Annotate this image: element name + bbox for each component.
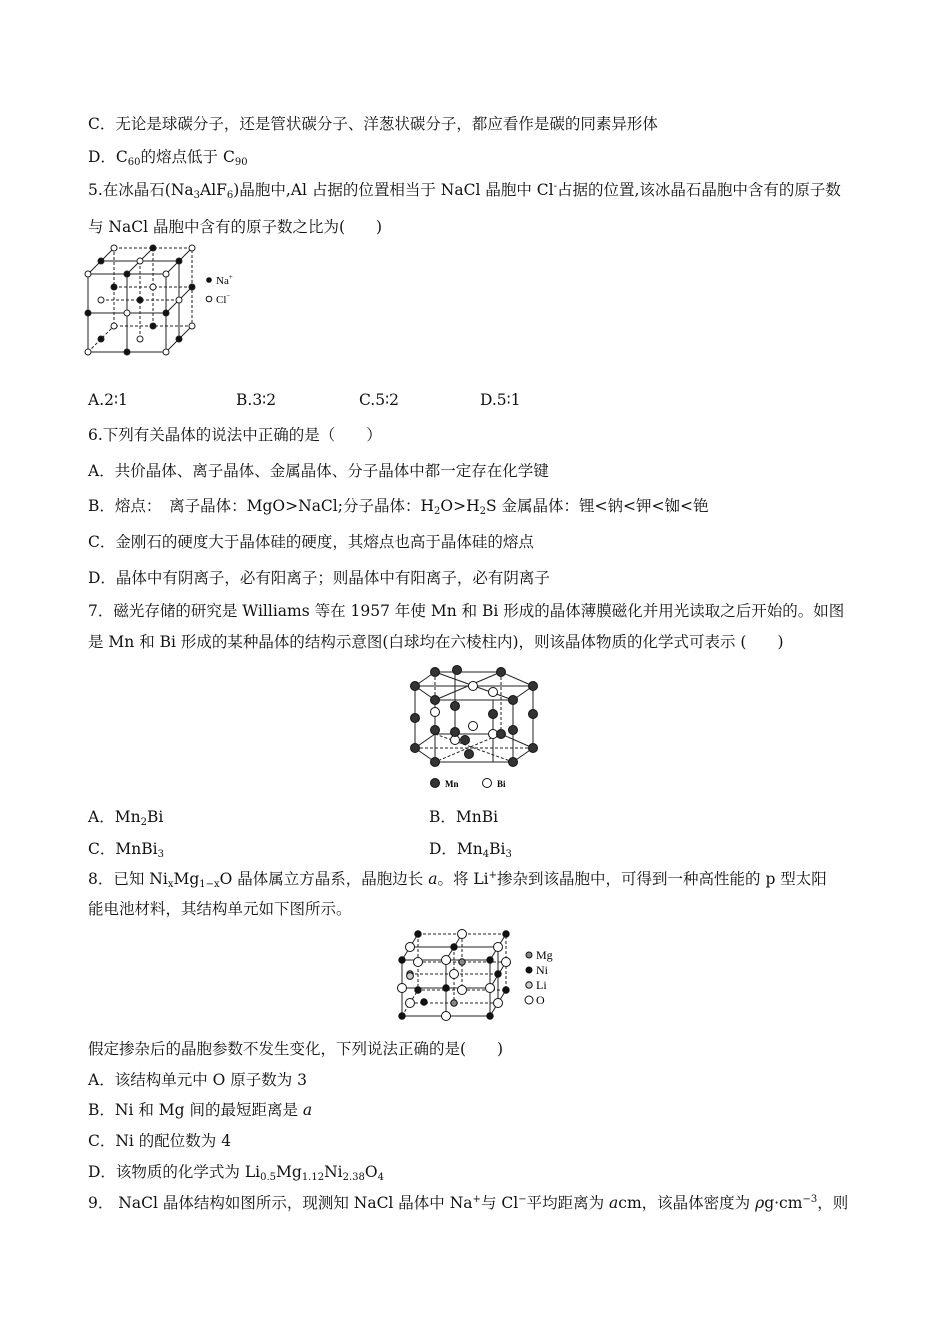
q7-option-a[interactable]: A．$Mn_2Bi$ — [88, 808, 164, 828]
q6-option-d[interactable]: D．晶体中有阴离子，必有阳离子；则晶体中有阳离子，必有阴离子 — [88, 569, 550, 587]
mnbi-hexagonal-prism-figure — [405, 660, 545, 792]
mn-legend-marker — [431, 779, 440, 788]
bi-legend-label: Bi — [497, 779, 506, 789]
q5-option-c[interactable]: C.5∶2 — [359, 391, 399, 409]
q7-option-d[interactable]: D．$Mn_4Bi_3$ — [429, 840, 512, 860]
na-legend-marker — [206, 277, 212, 283]
cl-legend-marker — [206, 296, 212, 302]
q8-stem-line2: 能电池材料，其结构单元如下图所示。 — [88, 900, 352, 918]
nacl-unit-cell-figure — [84, 244, 254, 356]
mn-legend-label: Mn — [445, 779, 459, 789]
q7-stem-line2: 是 Mn 和 Bi 形成的某种晶体的结构示意图(白球均在六棱柱内)，则该晶体物质的化学式可表示 ( ) — [88, 633, 784, 651]
q6-option-b[interactable]: B．熔点： 离子晶体：MgO>NaCl;分子晶体：$H_2O>H_2S$ 金属晶体：锂<钠<钾<铷<铯 — [88, 497, 709, 517]
q8-option-a[interactable]: A．该结构单元中 O 原子数为 3 — [88, 1071, 308, 1089]
q6-option-a[interactable]: A．共价晶体、离子晶体、金属晶体、分子晶体中都一定存在化学键 — [88, 462, 549, 480]
mg-legend-marker — [526, 952, 532, 958]
bi-legend-marker — [483, 779, 492, 788]
q5-option-b[interactable]: B.3∶2 — [236, 391, 277, 409]
li-legend-label: Li — [536, 978, 547, 992]
q6-stem: 6.下列有关晶体的说法中正确的是（ ） — [88, 426, 382, 444]
q5-option-a[interactable]: A.2∶1 — [88, 391, 128, 409]
q4-option-c: C．无论是球碳分子，还是管状碳分子、洋葱状碳分子，都应看作是碳的同素异形体 — [88, 115, 658, 133]
na-legend-label: Na+ — [216, 273, 233, 287]
ni-legend-marker — [526, 967, 532, 973]
q5-stem-line1: 5.在冰晶石$(Na_3AlF_6)$晶胞中,Al 占据的位置相当于 NaCl 晶胞中 Cl-占据的位置,该冰晶石晶胞中含有的原子数 — [88, 181, 841, 201]
q6-option-c[interactable]: C．金刚石的硬度大于晶体硅的硬度，其熔点也高于晶体硅的熔点 — [88, 533, 534, 551]
q5-option-d[interactable]: D.5∶1 — [480, 391, 521, 409]
q9-stem: 9． NaCl 晶体结构如图所示，现测知 NaCl 晶体中 Na+与 Cl−平均距离为 acm，该晶体密度为 $\rho g\cdot cm^{-3}$，则 — [88, 1194, 849, 1212]
nimgo-li-structure-figure — [394, 924, 564, 1026]
cl-legend-label: Cl− — [216, 292, 231, 306]
q5-stem-line2: 与 NaCl 晶胞中含有的原子数之比为( ) — [88, 218, 383, 236]
q7-option-b[interactable]: B．MnBi — [429, 808, 499, 826]
o-legend-marker — [525, 996, 533, 1004]
ni-legend-label: Ni — [536, 963, 548, 977]
q8-option-c[interactable]: C．Ni 的配位数为 4 — [88, 1132, 232, 1150]
o-legend-label: O — [536, 993, 545, 1007]
q8-option-d[interactable]: D．该物质的化学式为 $Li_{0.5}Mg_{1.12}Ni_{2.38}O_4$ — [88, 1163, 384, 1183]
li-legend-marker — [526, 982, 532, 988]
q7-option-c[interactable]: C．MnBi$_3$ — [88, 840, 164, 860]
q8-option-b[interactable]: B．Ni 和 Mg 间的最短距离是 a — [88, 1101, 313, 1119]
q7-stem-line1: 7．磁光存储的研究是 Williams 等在 1957 年使 Mn 和 Bi 形成的晶体薄膜磁化并用光读取之后开始的。如图 — [88, 602, 845, 620]
q4-option-d: D．$C_{60}$的熔点低于 $C_{90}$ — [88, 148, 248, 168]
q8-question: 假定掺杂后的晶胞参数不发生变化，下列说法正确的是( ) — [88, 1040, 504, 1058]
mg-legend-label: Mg — [536, 948, 553, 962]
q8-stem-line1: 8．已知 $Ni_xMg_{1-x}O$ 晶体属立方晶系，晶胞边长 a。将 Li+掺杂到该晶胞中，可得到一种高性能的 p 型太阳 — [88, 870, 827, 890]
